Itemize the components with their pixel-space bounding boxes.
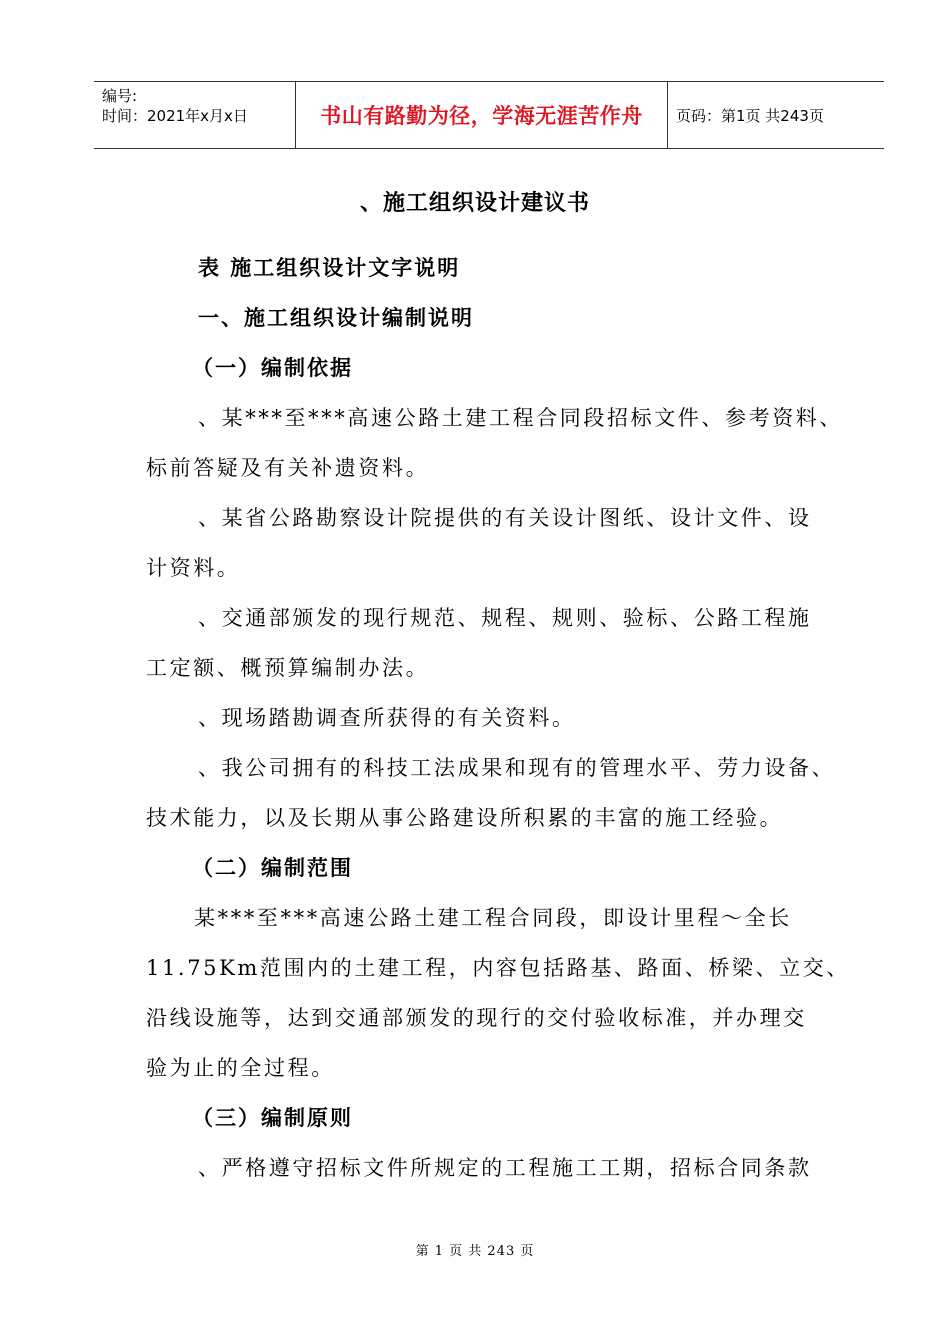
paragraph-line: 、某***至***高速公路土建工程合同段招标文件、参考资料、 [198,406,843,430]
header-meta [94,82,296,148]
section-heading-1: 一、施工组织设计编制说明 [198,305,474,330]
header-motto: 书山有路勤为径，学海无涯苦作舟 [296,82,668,148]
subsection-heading-2: （二）编制范围 [192,855,353,880]
paragraph-line: 、严格遵守招标文件所规定的工程施工工期，招标合同条款 [198,1156,812,1180]
subsection-heading-3: （三）编制原则 [192,1105,353,1130]
paragraph-line: 、我公司拥有的科技工法成果和现有的管理水平、劳力设备、 [198,756,836,780]
paragraph-line: 、现场踏勘调查所获得的有关资料。 [198,706,576,730]
paragraph-line: 11.75Km范围内的土建工程，内容包括路基、路面、桥梁、立交、 [146,956,850,980]
section-heading-table: 表 施工组织设计文字说明 [198,255,461,280]
paragraph-line: 计资料。 [146,556,241,580]
page-footer: 第 1 页 共 243 页 [415,1244,535,1259]
document-number-label: 编号: [102,87,138,105]
header-page-number: 页码：第1页 共243页 [676,106,824,125]
document-title: 、施工组织设计建议书 [359,191,590,216]
paragraph-line: 某***至***高速公路土建工程合同段，即设计里程～全长 [194,906,792,930]
paragraph-line: 验为止的全过程。 [146,1056,335,1080]
paragraph-line: 技术能力，以及长期从事公路建设所积累的丰富的施工经验。 [146,806,784,830]
paragraph-line: 沿线设施等，达到交通部颁发的现行的交付验收标准，并办理交 [146,1006,807,1030]
document-time-label: 时间：2021年x月x日 [102,107,248,125]
page-header [94,81,884,149]
paragraph-line: 工定额、概预算编制办法。 [146,656,430,680]
paragraph-line: 、交通部颁发的现行规范、规程、规则、验标、公路工程施 [198,606,812,630]
paragraph-line: 标前答疑及有关补遗资料。 [146,456,430,480]
subsection-heading-1: （一）编制依据 [192,355,353,380]
paragraph-line: 、某省公路勘察设计院提供的有关设计图纸、设计文件、设 [198,506,812,530]
